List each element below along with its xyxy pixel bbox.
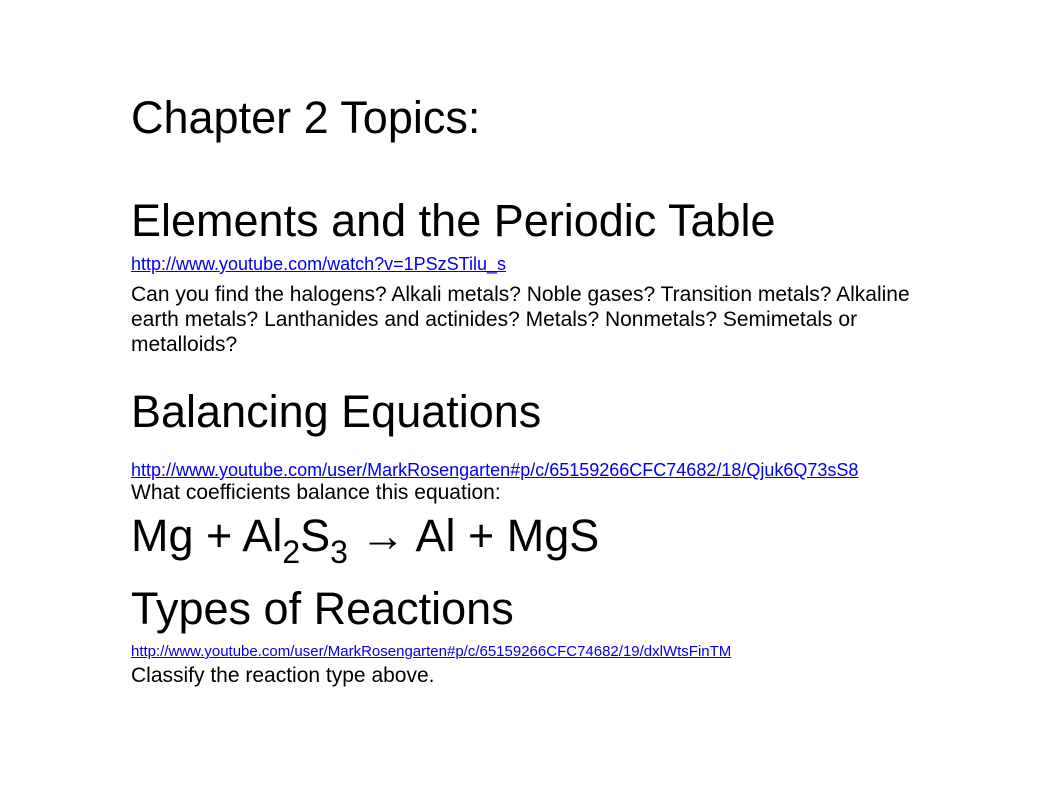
link-types-of-reactions-video[interactable]: http://www.youtube.com/user/MarkRosengarten#p/c/65159266CFC74682/19/dxlWtsFinTM bbox=[131, 643, 732, 660]
heading-balancing-equations: Balancing Equations bbox=[131, 386, 542, 437]
question-balancing-equations: What coefficients balance this equation: bbox=[131, 481, 501, 504]
chemical-equation bbox=[131, 510, 600, 570]
equation-subscript-1: 2 bbox=[282, 534, 301, 570]
question-periodic-table: Can you find the halogens? Alkali metals? Noble gases? Transition metals? Alkaline earth metals? Lanthanides and actinides? Metals? Nonmetals? Semimetals or metalloids? bbox=[131, 283, 910, 356]
equation-subscript-2: 3 bbox=[330, 534, 348, 570]
equation-part-2: S bbox=[300, 510, 331, 561]
link-periodic-table-video[interactable]: http://www.youtube.com/watch?v=1PSzSTilu_s bbox=[131, 254, 507, 274]
page-title: Chapter 2 Topics: bbox=[131, 92, 481, 143]
equation-part-1: Mg + Al bbox=[131, 510, 283, 561]
heading-periodic-table: Elements and the Periodic Table bbox=[131, 195, 776, 246]
link-balancing-equations-video[interactable]: http://www.youtube.com/user/MarkRosengarten#p/c/65159266CFC74682/18/Qjuk6Q73sS8 bbox=[131, 460, 859, 480]
question-types-of-reactions: Classify the reaction type above. bbox=[131, 664, 435, 687]
equation-part-3: → Al + MgS bbox=[347, 510, 600, 561]
heading-types-of-reactions: Types of Reactions bbox=[131, 583, 514, 634]
